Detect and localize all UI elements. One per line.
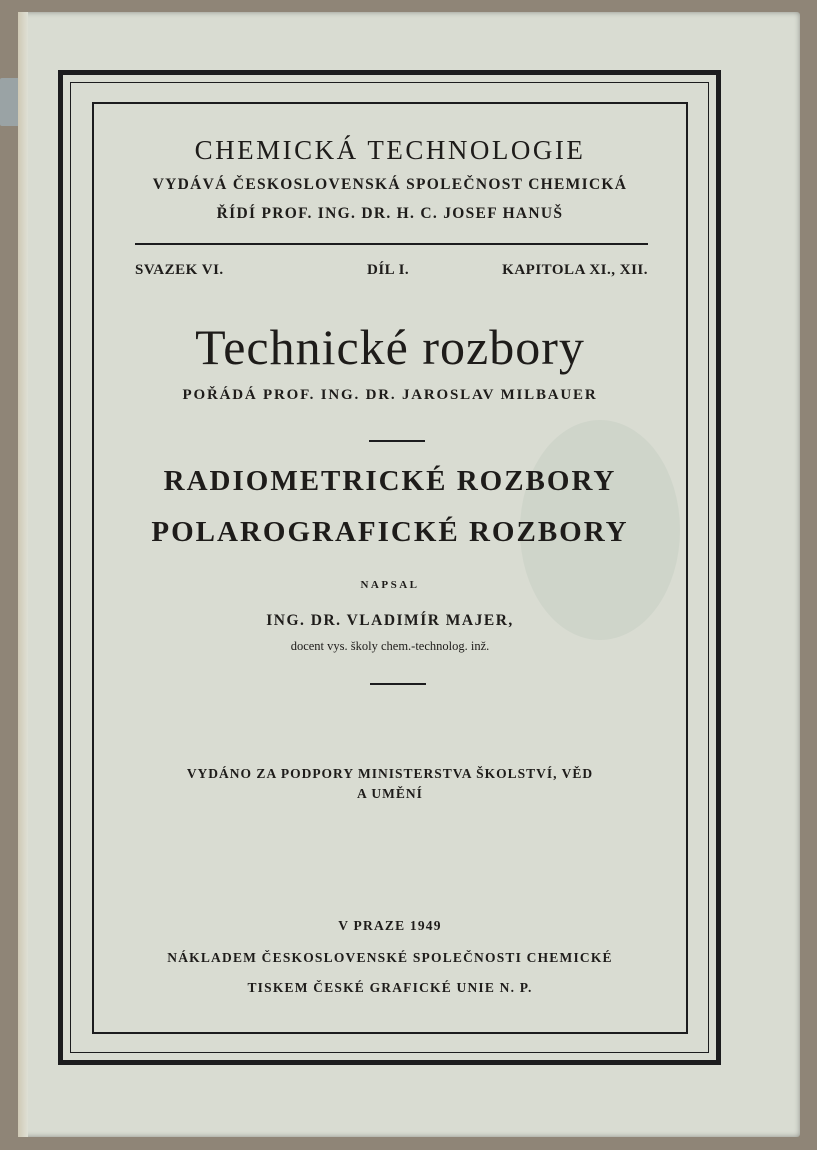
place-year: V PRAZE 1949 xyxy=(338,918,442,933)
header-divider xyxy=(135,243,648,245)
book-editor: POŘÁDÁ PROF. ING. DR. JAROSLAV MILBAUER xyxy=(182,387,598,403)
imprint-printer: TISKEM ČESKÉ GRAFICKÉ UNIE N. P. xyxy=(247,980,533,995)
support-note-line-2: A UMĚNÍ xyxy=(357,786,423,801)
series-director: ŘÍDÍ PROF. ING. DR. H. C. JOSEF HANUŠ xyxy=(216,205,564,222)
series-title: CHEMICKÁ TECHNOLOGIE xyxy=(194,135,586,165)
subtitle-polarographic: POLAROGRAFICKÉ ROZBORY xyxy=(151,516,629,548)
imprint-publisher: NÁKLADEM ČESKOSLOVENSKÉ SPOLEČNOSTI CHEMICKÉ xyxy=(167,950,613,965)
author-position: docent vys. školy chem.-technolog. inž. xyxy=(290,639,490,653)
inner-border-frame xyxy=(92,102,688,1034)
title-divider xyxy=(369,440,425,442)
wrote-by-label: NAPSAL xyxy=(360,579,420,591)
book-title: Technické rozbory xyxy=(195,319,585,375)
subtitle-radiometric: RADIOMETRICKÉ ROZBORY xyxy=(163,465,617,497)
support-note-line-1: VYDÁNO ZA PODPORY MINISTERSTVA ŠKOLSTVÍ, VĚD xyxy=(186,766,594,781)
author-name: ING. DR. VLADIMÍR MAJER, xyxy=(266,612,514,629)
cover-worn-edge xyxy=(18,12,28,1137)
part-label: DÍL I. xyxy=(367,262,410,278)
author-divider xyxy=(370,683,426,685)
volume-label: SVAZEK VI. xyxy=(135,262,224,278)
series-publisher: VYDÁVÁ ČESKOSLOVENSKÁ SPOLEČNOST CHEMICKÁ xyxy=(152,176,628,193)
chapter-label: KAPITOLA XI., XII. xyxy=(502,262,648,278)
